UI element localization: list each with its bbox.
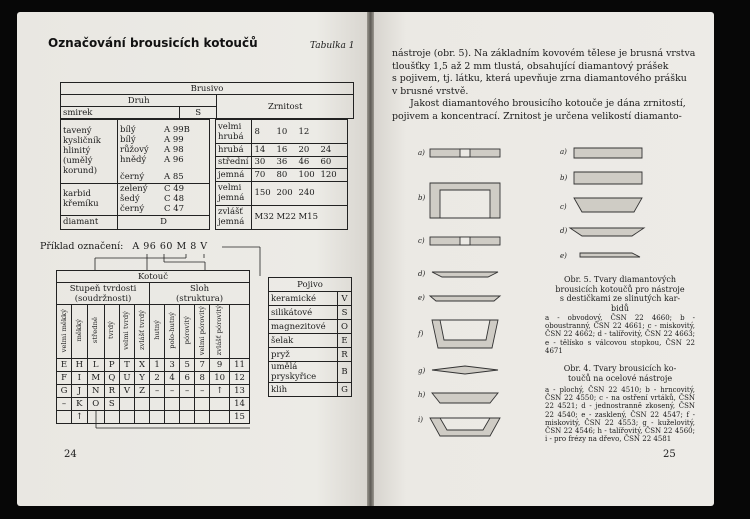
sloh-cell: – [195,385,210,398]
diamant-label: diamant [61,215,118,229]
pojivo-label: pryž [269,348,338,362]
pojivo-code: S [338,306,352,320]
smirek-label: smirek [61,107,180,119]
body-text-line: tloušťky 1,5 až 2 mm tlustá, obsahující diamantový prášek [392,60,669,72]
sloh-cell: 13 [230,385,250,398]
sloh-grade-label: zvlášť pórovitý [215,305,224,356]
tvrdost-cell: – [57,398,72,411]
zrnitost-row-label: velmi hrubá [216,120,252,144]
figure-label: f) [418,330,424,338]
figure-label: c) [560,203,567,211]
pojivo-code: O [338,320,352,334]
umely-korund-label: tavený kysličník hlinitý (umělý korund) [61,120,118,184]
shape-c-hole [460,237,470,245]
obr5-title: Obr. 5. Tvary diamantových brousicích kotoučů pro nástroje s destičkami ze slinutých kar- bidů [555,275,685,313]
shape-i [430,418,500,436]
sloh-cell: ↑ [210,385,230,398]
tvrdost-cell: R [104,385,119,398]
cerny-code: A 85 [164,171,184,182]
tvrdost-grade-label: středně [91,317,100,344]
karbid-colors: zelený šedý černý [120,184,148,215]
pojivo-label: keramické [269,292,338,306]
tvrdost-cell: P [104,359,119,372]
figure-label: e) [560,252,567,260]
tvrdost-grade-label: měkký [74,318,83,342]
korund-colors: bílý bílý růžový hnědý [120,125,149,166]
tvrdost-cell: T [119,359,134,372]
sloh-cell: 12 [230,372,250,385]
sloh-cell: 3 [165,359,180,372]
sloh-cell: – [165,385,180,398]
brusivo-header: Brusivo [61,83,354,95]
figure-label: a) [418,149,425,157]
zrnitost-value: 120 [320,170,337,181]
zrnitost-value: 150 [254,188,271,199]
pojivo-code: R [338,348,352,362]
pojivo-code: B [338,362,352,383]
page-number-left: 24 [64,449,77,460]
tvrdost-cell: M [87,372,104,385]
tvrdost-cell: O [87,398,104,411]
zrnitost-value: M15 [298,212,318,223]
tvrdost-cell: X [135,359,150,372]
sloh-cell: 14 [230,398,250,411]
zrnitost-value: 36 [276,157,288,168]
tvrdost-cell: S [104,398,119,411]
shape5-c [574,198,642,212]
pojivo-label: šelak [269,334,338,348]
tvrdost-grade-label: velmi měkký [59,308,68,352]
tvrdost-cell: ↑ [72,411,88,424]
pojivo-code: E [338,334,352,348]
sloh-grade-label: polo-hutný [167,311,176,349]
diamant-code: D [118,215,210,229]
zrnitost-value: 200 [276,188,293,199]
shape-b [430,183,500,218]
zrnitost-value: 100 [298,170,315,181]
sloh-cell: 6 [180,372,195,385]
obr4-text: a - plochý, ČSN 22 4510; b - hrncovitý, ČSN 22 4550; c - na ostření vrtáků, ČSN 22 4521; d - jednostranně zkosený, ČSN 22 4540; e - zasklený, ČSN 22 4547; f - miskovitý, ČSN 22 4553; g - kuželovitý, ČSN 22 4546; h - talířovitý, ČSN 22 4560; i - pro frézy na dřevo, ČSN 22 4581 [545,386,695,444]
zrnitost-value: 30 [254,157,266,168]
sloh-grade-label: pórovitý [182,316,191,345]
page-number-right: 25 [663,449,676,460]
example-code: A 96 60 M 8 V [132,241,208,252]
zrnitost-value: 10 [276,126,288,137]
zrnitost-value: 240 [298,188,315,199]
shape-d [432,272,498,277]
zrnitost-value: 8 [254,126,260,137]
zrnitost-value: 60 [320,157,332,168]
tvrdost-grade-label: zvlášť tvrdý [137,310,146,351]
pojivo-code: G [338,383,352,397]
tvrdost-cell: N [87,385,104,398]
figure-label: h) [418,391,426,399]
shape5-b [574,172,642,184]
tvrdost-cell: H [72,359,88,372]
druh-header: Druh [61,95,217,107]
sloh-cell: 10 [210,372,230,385]
shape5-a [574,148,642,158]
figure-label: d) [418,270,426,278]
sloh-cell: – [150,385,165,398]
tvrdost-grade-label: tvrdý [107,321,116,340]
body-text-line: nástroje (obr. 5). Na základním kovovém tělese je brusná vrstva [392,48,696,59]
table-label: Tabulka 1 [310,41,355,51]
karbid-label: karbid křemíku [61,183,118,215]
sloh-grade-label: hutný [152,320,161,341]
zrnitost-value: 80 [276,170,288,181]
tvrdost-grade-label: velmi tvrdý [122,310,131,350]
karbid-codes: C 49 C 48 C 47 [164,184,185,215]
body-text-line: Jakost diamantového brousicího kotouče je dána zrnitostí, [410,98,686,109]
sloh-cell: 2 [150,372,165,385]
sloh-grade-label: velmi pórovitý [197,305,206,355]
sloh-cell: 5 [180,359,195,372]
zrnitost-value: M32 [254,212,274,223]
body-text-line: s pojivem, tj. látku, která upevňuje zrna diamantového prášku [392,73,687,84]
tvrdost-cell: K [72,398,88,411]
sloh-cell: 9 [210,359,230,372]
pojivo-label: klih [269,383,338,397]
sloh-cell: 1 [150,359,165,372]
sloh-header: Sloh (struktura) [150,283,250,305]
figure-label: b) [560,174,568,182]
smirek-value: S [179,107,216,119]
tvrdost-cell: L [87,359,104,372]
zrnitost-row-label: zvlášť jemná [216,205,252,229]
body-text-line: v brusné vrstvě. [392,85,469,97]
page-title: Označování brousicích kotoučů [48,36,258,50]
tvrdost-cell: E [57,359,72,372]
tvrdost-cell: F [57,372,72,385]
obr4-title: Obr. 4. Tvary brousicích ko- toučů na ocelové nástroje [563,364,677,383]
cerny-color: černý [120,171,145,182]
figure-label: b) [418,194,426,202]
tvrdost-cell: Q [104,372,119,385]
zrnitost-header: Zrnitost [217,95,354,119]
tvrdost-header: Stupeň tvrdosti (soudržnosti) [57,283,150,305]
sloh-cell: 7 [195,359,210,372]
pojivo-header: Pojivo [269,278,352,292]
figure-label: a) [560,148,567,156]
shape5-e [580,253,640,257]
example-label: Příklad označení: [40,241,124,252]
sloh-cell: 11 [230,359,250,372]
zrnitost-value: 70 [254,170,266,181]
sloh-cell: – [180,385,195,398]
kotouc-header: Kotouč [57,271,250,283]
zrnitost-value: 12 [298,126,310,137]
body-text-line: pojivem a koncentrací. Zrnitost je určena velikostí diamanto- [392,110,682,122]
zrnitost-row-label: střední [216,156,252,169]
sloh-cell: 8 [195,372,210,385]
korund-codes: A 99B A 99 A 98 A 96 [164,125,190,166]
zrnitost-row-label: hrubá [216,144,252,157]
zrnitost-row-label: velmi jemná [216,181,252,205]
pojivo-label: silikátové [269,306,338,320]
zrnitost-value: 24 [320,144,332,155]
zrnitost-row-label: jemná [216,169,252,182]
pojivo-code: V [338,292,352,306]
shape-e [430,296,500,301]
figure-label: g) [418,367,426,375]
shape-a-hole [460,149,470,157]
zrnitost-value: 20 [298,144,310,155]
sloh-cell: 4 [165,372,180,385]
zrnitost-value: 14 [254,144,266,155]
shape-g [432,366,498,374]
tvrdost-cell: U [119,372,134,385]
zrnitost-value: 46 [298,157,310,168]
zrnitost-value: 16 [276,144,288,155]
figure-label: d) [560,227,568,235]
shape5-d [570,228,644,236]
tvrdost-cell: G [57,385,72,398]
sloh-cell: 15 [230,411,250,424]
tvrdost-cell: J [72,385,88,398]
tvrdost-cell: Z [135,385,150,398]
shape-f [432,320,498,348]
figure-label: i) [418,416,423,424]
zrnitost-value: M22 [276,212,296,223]
pojivo-label: magnezitové [269,320,338,334]
tvrdost-cell: Y [135,372,150,385]
shape-h [432,393,498,403]
tvrdost-cell: V [119,385,134,398]
tvrdost-cell: I [72,372,88,385]
obr5-text: a - obvodový, ČSN 22 4660; b - oboustranný, ČSN 22 4661; c - miskovitý, ČSN 22 4662; d - talířovitý, ČSN 22 4663; e - tělísko s válcovou stopkou, ČSN 22 4671 [545,314,695,355]
pojivo-label: umělá pryskyřice [269,362,338,383]
figure-label: e) [418,294,425,302]
figure-label: c) [418,237,425,245]
